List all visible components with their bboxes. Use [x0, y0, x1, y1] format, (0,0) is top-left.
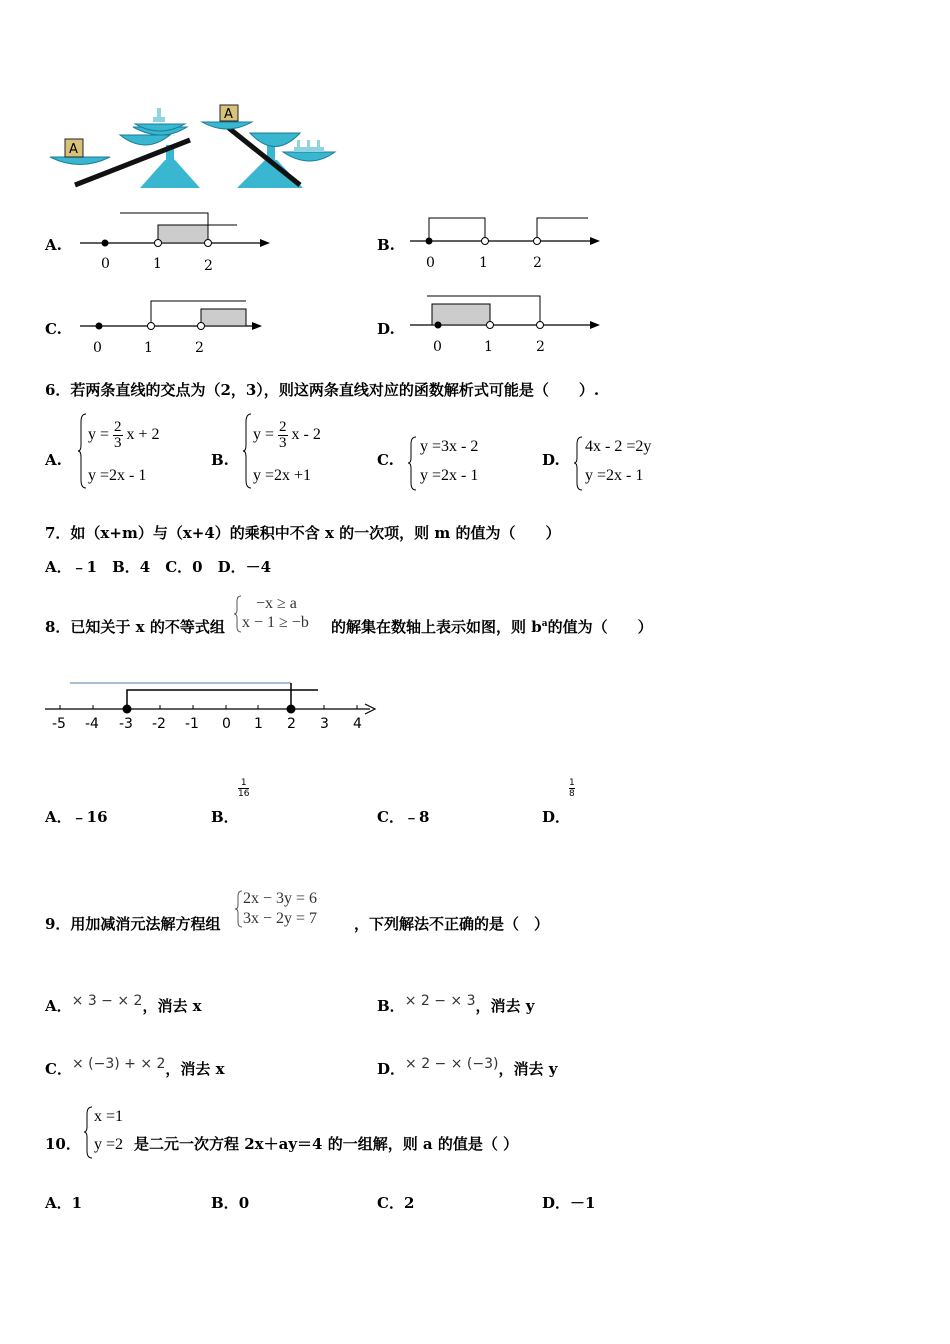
q9-question-pre: 9．用加减消元法解方程组: [45, 915, 221, 933]
q9-equation-system: [235, 890, 345, 930]
q5-b-tick-1: 1: [479, 255, 488, 271]
q8-axis-tick-0: -5: [52, 716, 66, 732]
q9-option-d-expr: × 2 − × (−3): [405, 1056, 499, 1072]
q10-sys-r2: y =2: [94, 1136, 124, 1153]
q8-axis-tick-7: 2: [287, 716, 296, 732]
q6-option-b-label: B.: [211, 451, 229, 469]
q6-b-r1-post: x - 2: [291, 426, 321, 444]
q9-option-a-expr: × 3 − × 2: [71, 993, 143, 1009]
q9-option-b-tail: ，消去 y: [475, 997, 535, 1015]
q5-c-tick-2: 2: [195, 340, 204, 356]
q6-option-d-system: [574, 436, 684, 492]
q8-axis-tick-9: 4: [353, 716, 362, 732]
q8-d-den: 8: [569, 789, 575, 799]
q8-option-b-fraction: [238, 778, 249, 799]
q8-text-post: 的解集在数轴上表示如图，则 b: [331, 618, 542, 636]
q9-sys-r1: 2x − 3y = 6: [243, 890, 318, 907]
q8-axis-tick-8: 3: [320, 716, 329, 732]
q9-option-c: [45, 1058, 225, 1079]
q5-option-d-label: D.: [377, 320, 395, 338]
q6-b-r1-den: 3: [279, 435, 287, 451]
q10-option-d-value: －1: [570, 1194, 596, 1212]
q6-option-a-label: A.: [45, 451, 62, 469]
q5-d-tick-1: 1: [484, 339, 493, 355]
right-scale: [202, 105, 335, 188]
q6-option-c-label: C.: [377, 451, 394, 469]
q6-a-r1-pre: y =: [88, 426, 110, 444]
balance-scales-figure: [45, 100, 340, 195]
q6-b-r1-num: 2: [279, 419, 287, 435]
q6-d-r2: y =2x - 1: [585, 467, 644, 484]
q10-option-b-value: 0: [238, 1194, 250, 1212]
q5-option-b-numberline: [405, 210, 605, 275]
q8-inequality-system: [234, 595, 334, 635]
q8-option-a: [45, 806, 108, 827]
q10-option-c: [377, 1192, 414, 1213]
q5-option-c-numberline: [75, 295, 275, 360]
q10-solution-system: [84, 1106, 134, 1162]
q5-d-tick-0: 0: [433, 339, 442, 355]
q10-option-c-label: C．: [377, 1194, 404, 1212]
q9-question-post: ，下列解法不正确的是（ ）: [354, 915, 550, 933]
q10-option-d: [542, 1192, 595, 1213]
q8-numberline: [40, 675, 385, 735]
q8-option-d-fraction: [569, 778, 575, 799]
q6-option-c-system: [408, 436, 508, 492]
q10-option-c-value: 2: [403, 1194, 415, 1212]
q9-option-d: [377, 1058, 557, 1079]
q10-question: 是二元一次方程 2x＋ay＝4 的一组解，则 a 的值是（ ）: [134, 1135, 519, 1153]
q8-axis-tick-3: -2: [152, 716, 166, 732]
q6-a-r1-den: 3: [114, 435, 122, 451]
q6-option-b-system: [243, 412, 343, 492]
q6-b-r2: y =2x +1: [253, 467, 312, 484]
q10-option-a: [45, 1192, 82, 1213]
q5-option-b-label: B.: [377, 236, 395, 254]
q8-option-a-value: ﹣16: [71, 808, 108, 826]
q7-options: A．﹣1 B．4 C．0 D．－4: [45, 558, 272, 576]
q6-c-r2: y =2x - 1: [420, 467, 479, 484]
q6-b-r1-pre: y =: [253, 426, 275, 444]
q8-question-post: [331, 616, 653, 637]
q9-option-a-tail: ，消去 x: [142, 997, 202, 1015]
q9-sys-r2: 3x − 2y = 7: [243, 910, 318, 927]
q6-a-r1-post: x + 2: [126, 426, 160, 444]
box-a-right: A: [224, 107, 233, 122]
q9-option-c-label: C．: [45, 1060, 72, 1078]
q9-option-b-label: B．: [377, 997, 405, 1015]
q8-b-den: 16: [238, 789, 250, 799]
q8-axis-tick-1: -4: [85, 716, 99, 732]
q8-option-d-label: D．: [542, 808, 571, 826]
q5-a-tick-2: 2: [204, 258, 213, 274]
q8-option-a-label: A．: [45, 808, 72, 826]
q8-option-c-value: ﹣8: [403, 808, 430, 826]
q6-c-r1: y =3x - 2: [420, 438, 479, 455]
q10-number: 10．: [45, 1135, 81, 1153]
q8-axis-tick-4: -1: [185, 716, 199, 732]
q8-sys-r1: −x ≥ a: [256, 595, 297, 612]
q10-option-d-label: D．: [542, 1194, 571, 1212]
left-scale: [50, 108, 200, 188]
q8-axis-tick-2: -3: [119, 716, 133, 732]
q8-b-num: 1: [238, 778, 249, 789]
q9-option-d-tail: ，消去 y: [498, 1060, 558, 1078]
box-a-left: A: [69, 142, 78, 157]
q5-option-a-label: A.: [45, 236, 62, 254]
q10-option-b-label: B．: [211, 1194, 239, 1212]
q6-d-r1: 4x - 2 =2y: [585, 438, 652, 455]
q7-question: 7．如（x+m）与（x+4）的乘积中不含 x 的一次项，则 m 的值为（ ）: [45, 524, 561, 542]
q8-option-b-label: B．: [211, 808, 239, 826]
q5-d-tick-2: 2: [536, 339, 545, 355]
q5-a-tick-0: 0: [101, 256, 110, 272]
q9-option-c-expr: × (−3) + × 2: [71, 1056, 166, 1072]
q8-text-end: 的值为（ ）: [547, 618, 653, 636]
q6-a-r2: y =2x - 1: [88, 467, 147, 484]
q8-axis-tick-6: 1: [254, 716, 263, 732]
q8-option-c: [377, 806, 429, 827]
q6-option-d-label: D.: [542, 451, 560, 469]
q10-option-b: [211, 1192, 249, 1213]
q9-option-b: [377, 995, 534, 1016]
q9-option-d-label: D．: [377, 1060, 406, 1078]
q8-option-c-label: C．: [377, 808, 404, 826]
q8-question-pre: 8．已知关于 x 的不等式组: [45, 618, 225, 636]
q10-option-a-label: A．: [45, 1194, 72, 1212]
q8-d-num: 1: [569, 778, 575, 788]
q9-option-a-label: A．: [45, 997, 72, 1015]
q5-c-tick-0: 0: [93, 340, 102, 356]
q10-sys-r1: x =1: [94, 1108, 124, 1125]
q5-option-d-numberline: [405, 292, 605, 357]
q8-sys-r2: x − 1 ≥ −b: [242, 614, 309, 631]
q5-option-a-numberline: [75, 210, 275, 275]
q9-option-a: [45, 995, 202, 1016]
q5-c-tick-1: 1: [144, 340, 153, 356]
q6-a-r1-num: 2: [114, 419, 122, 435]
q10-option-a-value: 1: [71, 1194, 83, 1212]
q5-a-tick-1: 1: [153, 256, 162, 272]
q5-option-c-label: C.: [45, 320, 62, 338]
q6-question: 6．若两条直线的交点为（2，3），则这两条直线对应的函数解析式可能是（ ）.: [45, 381, 600, 399]
q9-option-c-tail: ，消去 x: [165, 1060, 225, 1078]
q5-b-tick-0: 0: [426, 255, 435, 271]
q5-b-tick-2: 2: [533, 255, 542, 271]
q8-axis-tick-5: 0: [222, 716, 231, 732]
q9-option-b-expr: × 2 − × 3: [404, 993, 476, 1009]
q6-option-a-system: [78, 412, 178, 492]
q8-sup: a: [541, 619, 548, 629]
